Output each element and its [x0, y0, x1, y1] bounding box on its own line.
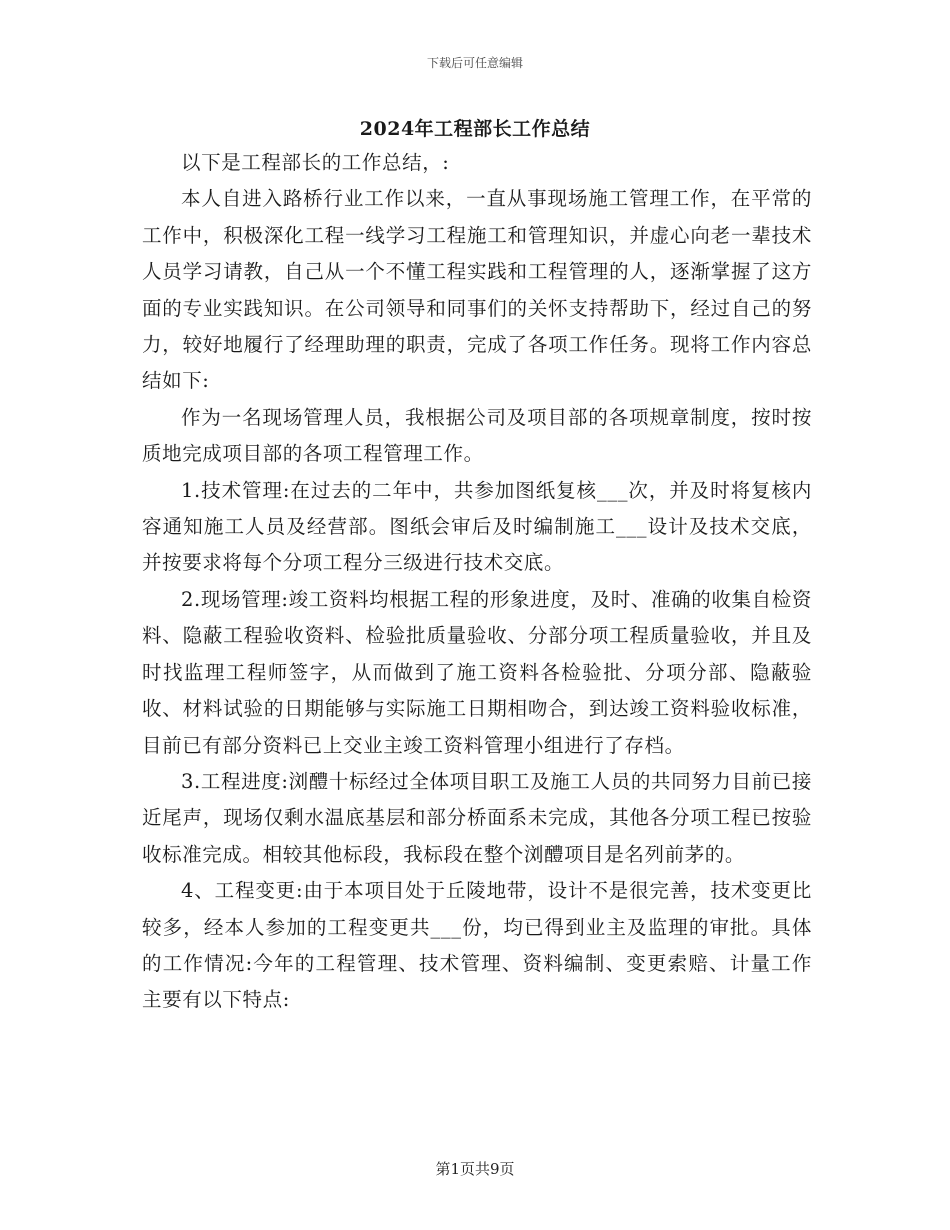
paragraph-project-progress: 3.工程进度:浏醴十标经过全体项目职工及施工人员的共同努力目前已接近尾声，现场仅剩水温底基层和部分桥面系未完成，其他各分项工程已按验收标准完成。相较其他标段，我标段在整个浏醴项目是名列前茅的。	[142, 769, 812, 866]
header-note: 下载后可任意编辑	[426, 56, 523, 70]
paragraph-technical-management: 1.技术管理:在过去的二年中，共参加图纸复核___次，并及时将复核内容通知施工人员及经营部。图纸会审后及时编制施工___设计及技术交底，并按要求将每个分项工程分三级进行技术交底。	[142, 478, 812, 575]
paragraph-background: 本人自进入路桥行业工作以来，一直从事现场施工管理工作，在平常的工作中，积极深化工程一线学习工程施工和管理知识，并虚心向老一辈技术人员学习请教，自己从一个不懂工程实践和工程管理的人，逐渐掌握了这方面的专业实践知识。在公司领导和同事们的关怀支持帮助下，经过自己的努力，较好地履行了经理助理的职责，完成了各项工作任务。现将工作内容总结如下:	[142, 187, 812, 393]
paragraph-engineering-changes: 4、工程变更:由于本项目处于丘陵地带，设计不是很完善，技术变更比较多，经本人参加的工程变更共___份，均已得到业主及监理的审批。具体的工作情况:今年的工程管理、技术管理、资料编制、变更索赔、计量工作主要有以下特点:	[142, 879, 812, 1012]
paragraph-role: 作为一名现场管理人员，我根据公司及项目部的各项规章制度，按时按质地完成项目部的各项工程管理工作。	[142, 405, 812, 466]
document-body	[142, 145, 812, 1019]
paragraph-site-management: 2.现场管理:竣工资料均根据工程的形象进度，及时、准确的收集自检资料、隐蔽工程验收资料、检验批质量验收、分部分项工程质量验收，并且及时找监理工程师签字，从而做到了施工资料各检验批、分项分部、隐蔽验收、材料试验的日期能够与实际施工日期相吻合，到达竣工资料验收标准，目前已有部分资料已上交业主竣工资料管理小组进行了存档。	[142, 587, 812, 757]
paragraph-intro: 以下是工程部长的工作总结，:	[181, 151, 450, 174]
document-title: 2024年工程部长工作总结	[359, 118, 591, 140]
page-indicator: 第1页共9页	[435, 1160, 515, 1178]
